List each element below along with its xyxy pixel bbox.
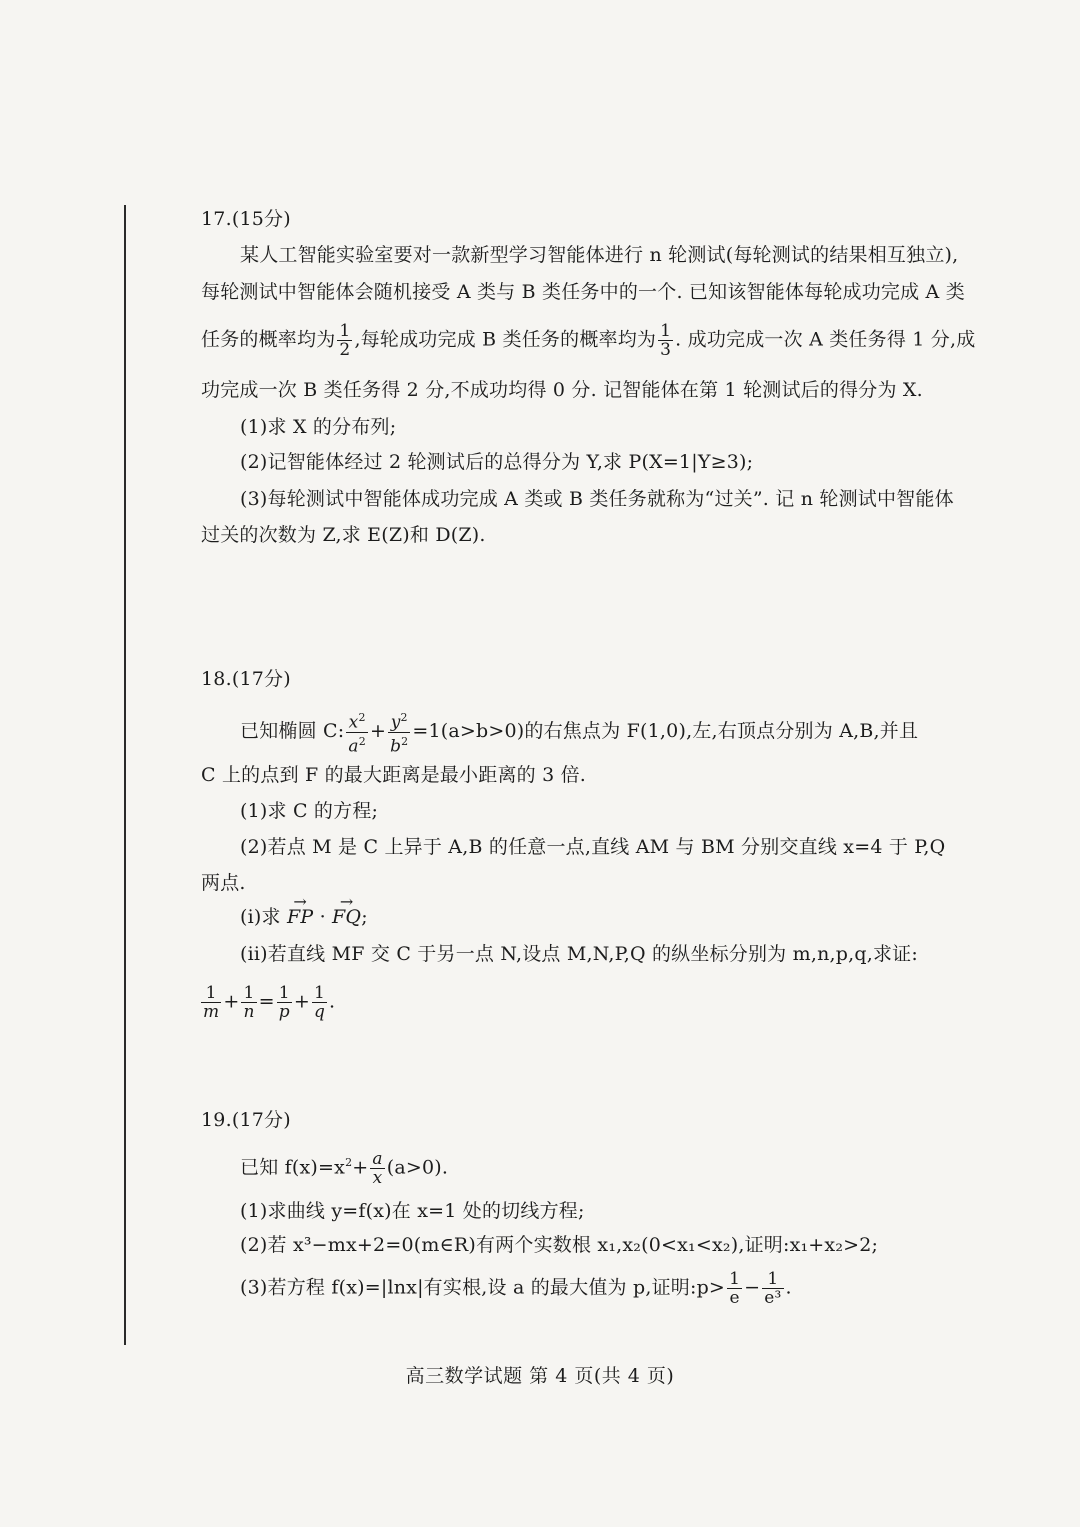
q17-line-3c: . 成功完成一次 A 类任务得 1 分,成 <box>675 328 976 351</box>
q19-line-1b: (a>0). <box>386 1156 449 1179</box>
q19-part-3-text: (3)若方程 f(x)=|lnx|有实根,设 a 的最大值为 p,证明:p> <box>240 1276 726 1299</box>
q17-part-1: (1)求 X 的分布列; <box>240 416 397 438</box>
q17-line-2: 每轮测试中智能体会随机接受 A 类与 B 类任务中的一个. 已知该智能体每轮成功完成 A 类 <box>201 281 965 303</box>
q18-part-2ii: (ii)若直线 MF 交 C 于另一点 N,设点 M,N,P,Q 的纵坐标分别为 m,n,p,q,求证: <box>240 943 918 965</box>
q19-line-1a: 已知 f(x)=x <box>240 1156 346 1179</box>
q18-line-1a: 已知椭圆 C: <box>240 720 345 743</box>
q18-part-2b: 两点. <box>201 872 246 894</box>
fraction-1-n: $\frac{1}{n}$ <box>243 983 255 1022</box>
q18-line-2: C 上的点到 F 的最大距离是最小距离的 3 倍. <box>201 764 587 786</box>
q17-points: (15分) <box>231 208 291 230</box>
q18-line-1b: =1(a>b>0)的右焦点为 F(1,0),左,右顶点分别为 A,B,并且 <box>412 720 919 743</box>
q19-part-2: (2)若 x³−mx+2=0(m∈R)有两个实数根 x₁,x₂(0<x₁<x₂),证明:x₁+x₂>2; <box>240 1234 879 1256</box>
fraction-1-q: $\frac{1}{q}$ <box>313 983 326 1022</box>
q17-header <box>201 207 291 231</box>
q17-part-3b: 过关的次数为 Z,求 E(Z)和 D(Z). <box>201 524 486 546</box>
fraction-y2-b2: $\frac{y^2}{b^2}$ <box>390 711 409 757</box>
q17-line-3 <box>201 322 975 359</box>
q19-points: (17分) <box>231 1109 291 1131</box>
fraction-1-p: $\frac{1}{p}$ <box>278 983 290 1022</box>
vector-fq: → FQ <box>332 905 361 929</box>
vector-fp: → FP <box>287 905 313 929</box>
q17-line-3b: ,每轮成功完成 B 类任务的概率均为 <box>354 328 657 351</box>
q17-line-1: 某人工智能实验室要对一款新型学习智能体进行 n 轮测试(每轮测试的结果相互独立), <box>240 244 959 266</box>
q18-header <box>201 667 291 691</box>
q18-equation: $\frac{1}{m}$ + $\frac{1}{n}$ = $\frac{1}{p}$ + $\frac{1}{q}$ . <box>203 983 336 1022</box>
fraction-a-x: $\frac{a}{x}$ <box>372 1149 383 1188</box>
fraction-1-m: $\frac{1}{m}$ <box>203 983 220 1022</box>
q17-line-4: 功完成一次 B 类任务得 2 分,不成功均得 0 分. 记智能体在第 1 轮测试后的得分为 X. <box>201 379 923 401</box>
q18-part-1: (1)求 C 的方程; <box>240 800 379 822</box>
q17-part-3a: (3)每轮测试中智能体成功完成 A 类或 B 类任务就称为“过关”. 记 n 轮测试中智能体 <box>240 488 954 510</box>
fraction-1-e: $\frac{1}{e}$ <box>729 1269 741 1308</box>
q17-number: 17. <box>201 208 232 230</box>
fraction-x2-a2: $\frac{x^2}{a^2}$ <box>348 711 366 757</box>
q18-part-2i: (i)求 → FP · → FQ; <box>240 905 368 929</box>
fraction-one-third: $\frac{1}{3}$ <box>660 321 672 360</box>
q18-line-1: 已知椭圆 C: $\frac{x^2}{a^2}$ + $\frac{y^2}{b^2}$ =1(a>b>0)的右焦点为 F(1,0),左,右顶点分别为 A,B,并且 <box>240 711 919 757</box>
q17-part-2: (2)记智能体经过 2 轮测试后的总得分为 Y,求 P(X=1|Y≥3); <box>240 451 754 473</box>
q18-number: 18. <box>201 668 232 690</box>
q18-points: (17分) <box>231 668 291 690</box>
q19-header <box>201 1108 291 1132</box>
q18-part-2a: (2)若点 M 是 C 上异于 A,B 的任意一点,直线 AM 与 BM 分别交直线 x=4 于 P,Q <box>240 836 946 858</box>
q19-number: 19. <box>201 1109 232 1131</box>
page-footer: 高三数学试题 第 4 页(共 4 页) <box>405 1365 675 1387</box>
q19-part-1: (1)求曲线 y=f(x)在 x=1 处的切线方程; <box>240 1200 585 1222</box>
q18-part-2i-text: (i)求 <box>240 906 281 928</box>
binding-margin-line <box>124 205 126 1345</box>
q19-part-3: (3)若方程 f(x)=|lnx|有实根,设 a 的最大值为 p,证明:p> $\frac{1}{e}$ − $\frac{1}{\text{e³}}$ . <box>240 1269 792 1308</box>
q17-line-3a: 任务的概率均为 <box>201 328 336 351</box>
q19-line-1: 已知 $f(x)=x^2+$ $\frac{a}{x}$ (a>0). <box>240 1149 449 1188</box>
fraction-1-e3: $\frac{1}{\text{e³}}$ <box>764 1269 782 1308</box>
fraction-one-half: $\frac{1}{2}$ <box>339 321 351 360</box>
